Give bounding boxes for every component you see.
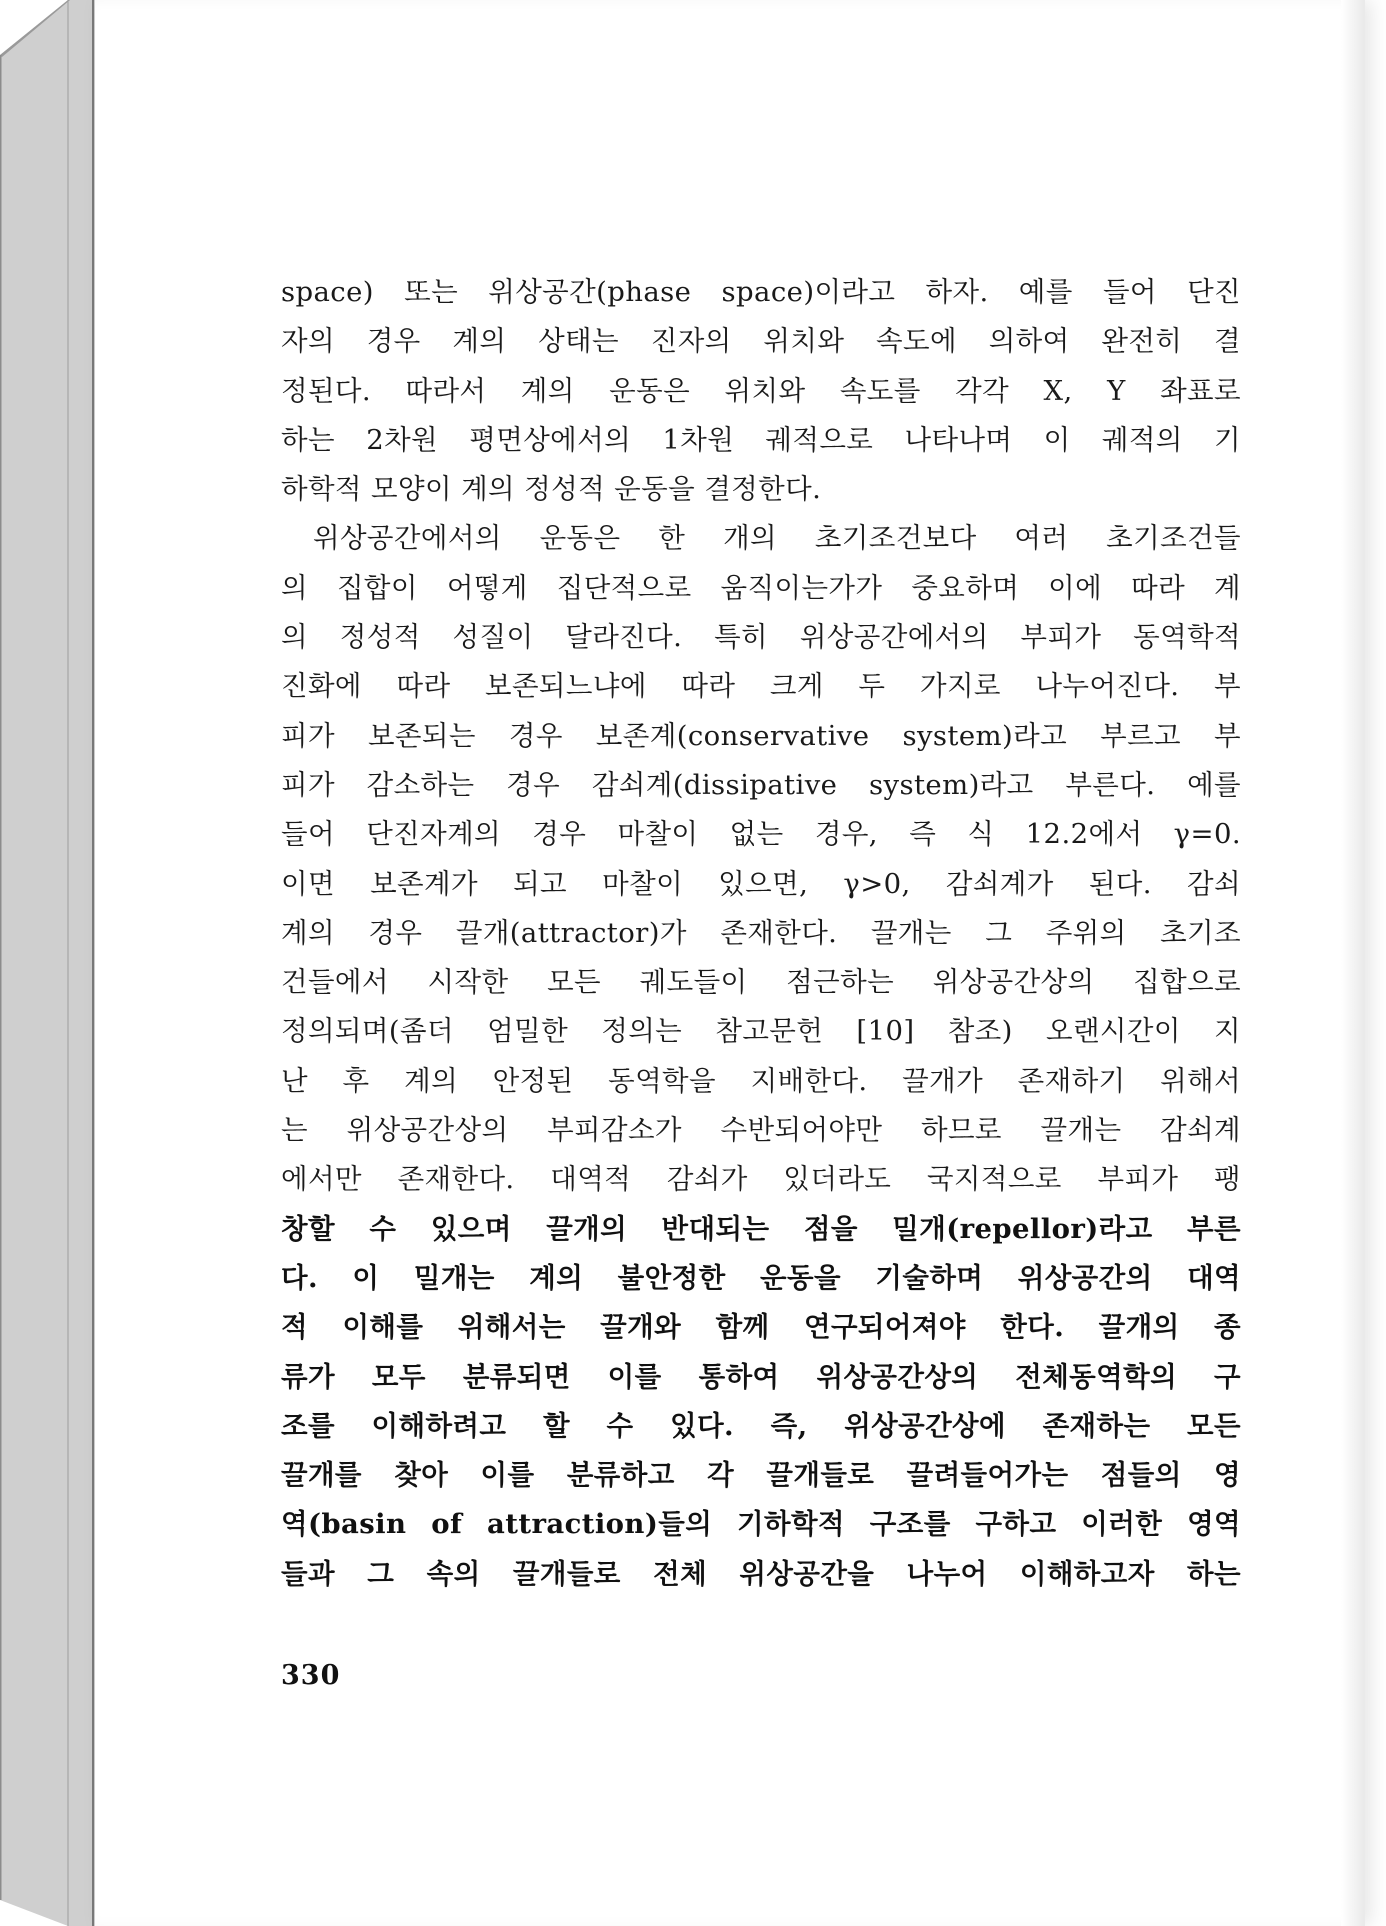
text-line: 의 정성적 성질이 달라진다. 특히 위상공간에서의 부피가 동역학적 [281, 621, 1241, 654]
page-edge-shadow [1341, 0, 1365, 1926]
text-line: 난 후 계의 안정된 동역학을 지배한다. 끌개가 존재하기 위해서 [281, 1064, 1241, 1097]
text-line: 하학적 모양이 계의 정성적 운동을 결정한다. [281, 473, 822, 506]
text-line: 의 집합이 어떻게 집단적으로 움직이는가가 중요하며 이에 따라 계 [281, 571, 1241, 604]
text-line: 적 이해를 위해서는 끌개와 함께 연구되어져야 한다. 끌개의 종 [281, 1311, 1241, 1344]
text-line: 창할 수 있으며 끌개의 반대되는 점을 밀개(repellor)라고 부른 [281, 1212, 1241, 1245]
text-line: 들과 그 속의 끌개들로 전체 위상공간을 나누어 이해하고자 하는 [281, 1557, 1241, 1590]
text-line: 진화에 따라 보존되느냐에 따라 크게 두 가지로 나누어진다. 부 [281, 670, 1241, 703]
text-line: 다. 이 밀개는 계의 불안정한 운동을 기술하며 위상공간의 대역 [281, 1261, 1241, 1294]
text-line: 는 위상공간상의 부피감소가 수반되어야만 하므로 끌개는 감쇠계 [281, 1114, 1241, 1147]
text-line: 정된다. 따라서 계의 운동은 위치와 속도를 각각 X, Y 좌표로 [281, 374, 1241, 407]
text-line: 에서만 존재한다. 대역적 감쇠가 있더라도 국지적으로 부피가 팽 [281, 1163, 1241, 1196]
text-line: 조를 이해하려고 할 수 있다. 즉, 위상공간상에 존재하는 모든 [281, 1409, 1241, 1442]
text-line: 자의 경우 계의 상태는 진자의 위치와 속도에 의하여 완전히 결 [281, 325, 1241, 358]
text-line: 역(basin of attraction)들의 기하학적 구조를 구하고 이러한 영역 [281, 1508, 1241, 1541]
text-line: 계의 경우 끌개(attractor)가 존재한다. 끌개는 그 주위의 초기조 [281, 916, 1241, 949]
text-line: 피가 감소하는 경우 감쇠계(dissipative system)라고 부른다. 예를 [281, 768, 1241, 801]
text-line: 건들에서 시작한 모든 궤도들이 점근하는 위상공간상의 집합으로 [281, 966, 1241, 999]
text-line: 정의되며(좀더 엄밀한 정의는 참고문헌 [10] 참조) 오랜시간이 지 [281, 1015, 1241, 1048]
text-line: 피가 보존되는 경우 보존계(conservative system)라고 부르고 부 [281, 719, 1241, 752]
text-line: space) 또는 위상공간(phase space)이라고 하자. 예를 들어 단진 [281, 276, 1241, 308]
text-line: 들어 단진자계의 경우 마찰이 없는 경우, 즉 식 12.2에서 γ=0. [281, 818, 1241, 851]
text-line: 위상공간에서의 운동은 한 개의 초기조건보다 여러 초기조건들 [313, 522, 1241, 555]
text-line: 이면 보존계가 되고 마찰이 있으면, γ>0, 감쇠계가 된다. 감쇠 [281, 867, 1241, 900]
text-line: 끌개를 찾아 이를 분류하고 각 끌개들로 끌려들어가는 점들의 영 [281, 1459, 1241, 1492]
page-number: 330 [281, 1660, 341, 1691]
body-text [281, 268, 1241, 1599]
text-line: 류가 모두 분류되면 이를 통하여 위상공간상의 전체동역학의 구 [281, 1360, 1241, 1393]
text-line: 하는 2차원 평면상에서의 1차원 궤적으로 나타나며 이 궤적의 기 [281, 423, 1241, 456]
